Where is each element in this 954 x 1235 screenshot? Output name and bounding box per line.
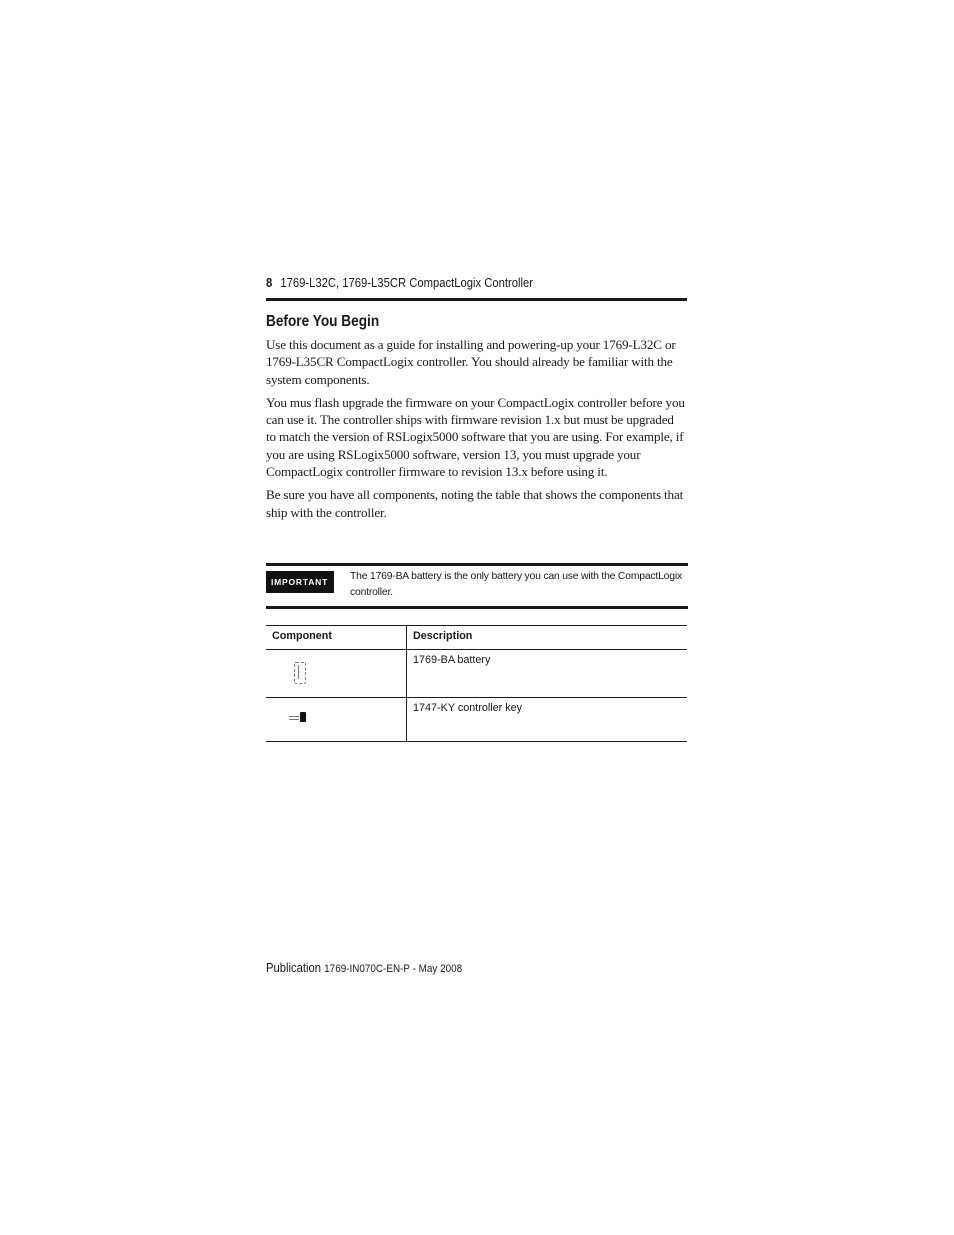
section-title: Before You Begin <box>266 313 380 330</box>
battery-icon <box>294 662 306 684</box>
footer-label: Publication <box>266 961 322 975</box>
publication-id: 1769-IN070C-EN-P - May 2008 <box>324 963 463 975</box>
table-row <box>266 650 687 698</box>
section-body <box>266 336 686 527</box>
important-callout <box>266 563 688 609</box>
table-row <box>266 698 687 742</box>
description-cell: 1747-KY controller key <box>407 698 688 742</box>
paragraph-intro: Use this document as a guide for installing and powering-up your 1769-L32C or 1769-L35CR CompactLogix controller. You should already be familiar with the system components. <box>266 337 676 387</box>
page-footer <box>266 961 462 975</box>
components-table <box>266 625 687 742</box>
paragraph-components: Be sure you have all components, noting the table that shows the components that ship with the controller. <box>266 487 684 520</box>
important-text: The 1769-BA battery is the only battery you can use with the CompactLogix controller. <box>350 571 682 598</box>
header-description: Description <box>407 626 688 650</box>
paragraph-firmware: You mus flash upgrade the firmware on your CompactLogix controller before you can use it. The controller ships with firmware revision 1.x but must be upgraded to match the version of RSLogix5000 software that you are using. For example, if you are using RSLogix5000 software, version 13, you must upgrade your CompactLogix controller firmware to revision 13.x before using it. <box>266 394 685 480</box>
description-cell: 1769-BA battery <box>407 650 688 698</box>
header-rule <box>266 298 687 301</box>
component-cell <box>266 650 407 698</box>
important-label: IMPORTANT <box>266 571 334 593</box>
page-number: 8 <box>266 276 273 290</box>
key-icon <box>289 712 307 722</box>
table-header-row <box>266 626 687 650</box>
page-header <box>266 276 645 290</box>
header-component: Component <box>266 626 407 650</box>
document-title: 1769-L32C, 1769-L35CR CompactLogix Controller <box>280 276 534 290</box>
component-cell <box>266 698 407 742</box>
